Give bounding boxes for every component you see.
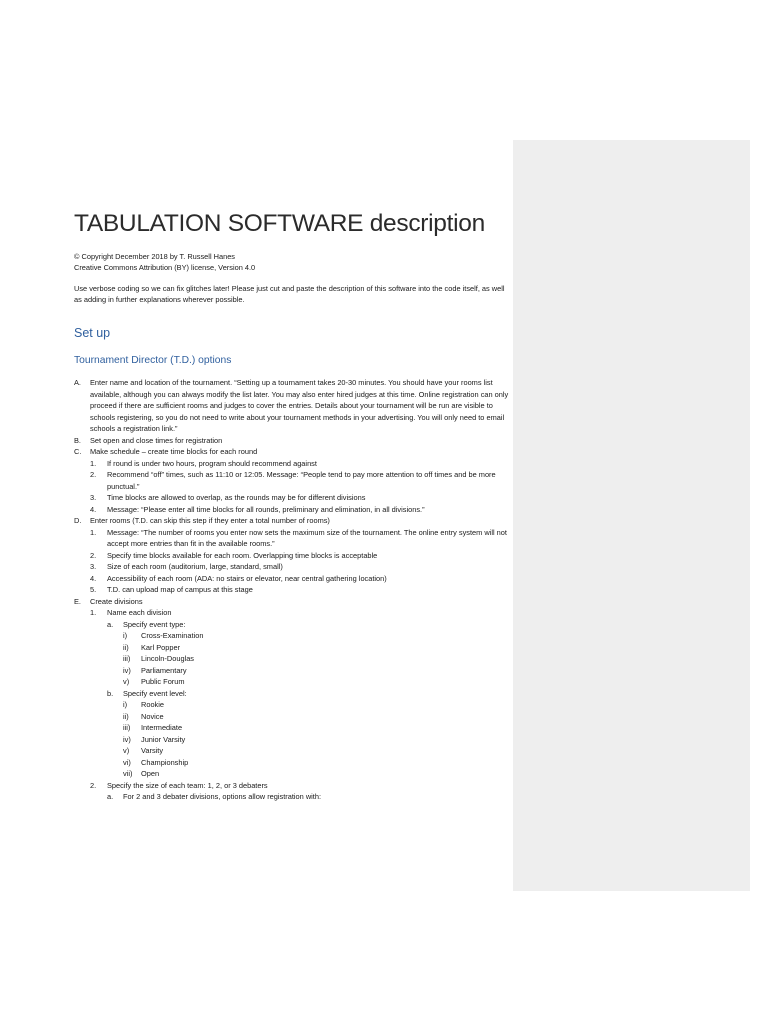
list-item [107, 791, 510, 803]
list-item-d [74, 515, 510, 527]
list-item [107, 688, 510, 700]
list-marker: v) [123, 746, 130, 755]
list-marker: D. [74, 516, 82, 525]
list-marker: 3. [90, 493, 97, 502]
list-item-a [74, 377, 510, 435]
list-marker: 2. [90, 550, 97, 560]
list-item [90, 584, 510, 596]
subsection-heading: Tournament Director (T.D.) options [74, 355, 232, 366]
list-item-text: Rookie [141, 700, 165, 709]
list-item [90, 573, 510, 585]
license-line: Creative Commons Attribution (BY) license, Version 4.0 [74, 263, 256, 272]
list-item [90, 492, 510, 504]
list-item [90, 504, 510, 516]
list-item-text: Open [141, 769, 160, 778]
list-item-text: Name each division [107, 608, 172, 617]
copyright-block [74, 251, 510, 273]
list-item-text: Cross-Examination [141, 631, 204, 640]
list-marker: 4. [90, 504, 97, 514]
list-item-text: Specify the size of each team: 1, 2, or 3 debaters [107, 780, 268, 790]
list-item-text: Message: “Please enter all time blocks for all rounds, preliminary and elimination, in all divisions.” [107, 504, 425, 514]
list-marker: a. [107, 792, 114, 801]
sublist-e2 [107, 791, 510, 803]
list-marker: 3. [90, 562, 97, 571]
list-item-text: Novice [141, 711, 164, 721]
list-marker: iv) [123, 665, 131, 675]
intro-paragraph: Use verbose coding so we can fix glitches later! Please just cut and paste the description of this software into the code itself, as well as adding in further explanations wherever possible. [74, 284, 505, 304]
list-item-text: Enter rooms (T.D. can skip this step if they enter a total number of rooms) [90, 516, 330, 525]
list-item-text: Message: “The number of rooms you enter now sets the maximum size of the tournament. The online entry system will not accept more entries than fit in the available rooms.” [107, 527, 507, 548]
list-item-text: Make schedule – create time blocks for each round [90, 447, 258, 456]
list-item-text: Karl Popper [141, 642, 181, 652]
section-heading: Set up [74, 326, 111, 340]
list-marker: A. [74, 378, 81, 387]
list-item [90, 550, 510, 562]
list-marker: 2. [90, 470, 97, 479]
list-item-text: Lincoln-Douglas [141, 654, 194, 663]
list-marker: i) [123, 700, 128, 709]
list-item-text: Enter name and location of the tournament. “Setting up a tournament takes 20-30 minutes. You should have your rooms list available, although you can always modify the list later. You may also enter hired judges at this time. Online registration can only proceed if there are sufficient rooms and judges to cover the entries. Details about your tournament will be run are visible to schools registering, so you do not need to write about your tournament methods in your advertising. You will only need to email schools a registration link.” [90, 378, 509, 433]
options-list [74, 377, 510, 803]
list-item-text: Parliamentary [141, 665, 187, 675]
list-item-text: Championship [141, 757, 189, 767]
list-item-text: Intermediate [141, 723, 183, 732]
sublist-d [90, 527, 510, 596]
list-item [90, 469, 510, 492]
list-item-text: Create divisions [90, 596, 143, 606]
list-item [123, 711, 510, 723]
list-item [90, 780, 510, 792]
document-body [74, 208, 510, 803]
list-marker: 1. [90, 608, 97, 617]
list-item-text: Accessibility of each room (ADA: no stairs or elevator, near central gathering location) [107, 573, 387, 583]
document-title: TABULATION SOFTWARE description [74, 210, 485, 237]
list-item-b [74, 435, 510, 447]
list-item [123, 676, 510, 688]
list-item [123, 699, 510, 711]
list-item-text: Public Forum [141, 677, 185, 686]
list-item [107, 619, 510, 631]
sublist-e [90, 607, 510, 803]
list-item-text: Set open and close times for registration [90, 435, 223, 445]
list-marker: vii) [123, 769, 133, 778]
list-marker: iii) [123, 723, 131, 732]
list-marker: 5. [90, 585, 97, 594]
comment-pane [513, 140, 750, 891]
list-item-text: Size of each room (auditorium, large, standard, small) [107, 562, 283, 571]
list-item [123, 665, 510, 677]
list-marker: ii) [123, 642, 129, 652]
event-level-options [123, 699, 510, 780]
copyright-line: © Copyright December 2018 by T. Russell Hanes [74, 252, 235, 261]
list-item-text: Specify time blocks available for each room. Overlapping time blocks is acceptable [107, 550, 378, 560]
list-item [90, 607, 510, 619]
list-item [123, 630, 510, 642]
list-marker: b. [107, 688, 114, 698]
list-item [90, 561, 510, 573]
list-item [123, 653, 510, 665]
list-item [123, 745, 510, 757]
list-item-text: Time blocks are allowed to overlap, as the rounds may be for different divisions [107, 493, 366, 502]
list-marker: i) [123, 631, 128, 640]
list-item-text: Specify event type: [123, 619, 186, 629]
list-marker: 2. [90, 780, 97, 790]
list-marker: 1. [90, 527, 97, 537]
list-item-e [74, 596, 510, 608]
list-marker: E. [74, 596, 81, 606]
list-item-text: If round is under two hours, program should recommend against [107, 458, 317, 468]
list-item-text: Varsity [141, 746, 164, 755]
list-marker: C. [74, 447, 82, 456]
list-marker: v) [123, 677, 130, 686]
list-marker: 4. [90, 573, 97, 583]
list-marker: vi) [123, 757, 131, 767]
list-marker: B. [74, 435, 81, 445]
list-item-c [74, 446, 510, 458]
list-marker: iv) [123, 734, 131, 744]
list-item-text: Recommend “off” times, such as 11:10 or 12:05. Message: “People tend to pay more attention to off times and be more punctual.” [107, 470, 496, 491]
list-item [123, 757, 510, 769]
list-item-text: Specify event level: [123, 688, 187, 698]
list-marker: ii) [123, 711, 129, 721]
list-marker: a. [107, 619, 114, 629]
sublist-e1 [107, 619, 510, 780]
list-marker: 1. [90, 458, 97, 468]
list-item [90, 458, 510, 470]
list-item [123, 642, 510, 654]
list-item [90, 527, 510, 550]
list-item-text: Junior Varsity [141, 734, 186, 744]
list-item-text: For 2 and 3 debater divisions, options allow registration with: [123, 792, 322, 801]
list-marker: iii) [123, 654, 131, 663]
list-item [123, 722, 510, 734]
event-type-options [123, 630, 510, 688]
list-item [123, 768, 510, 780]
sublist-c [90, 458, 510, 516]
list-item [123, 734, 510, 746]
list-item-text: T.D. can upload map of campus at this stage [107, 585, 253, 594]
